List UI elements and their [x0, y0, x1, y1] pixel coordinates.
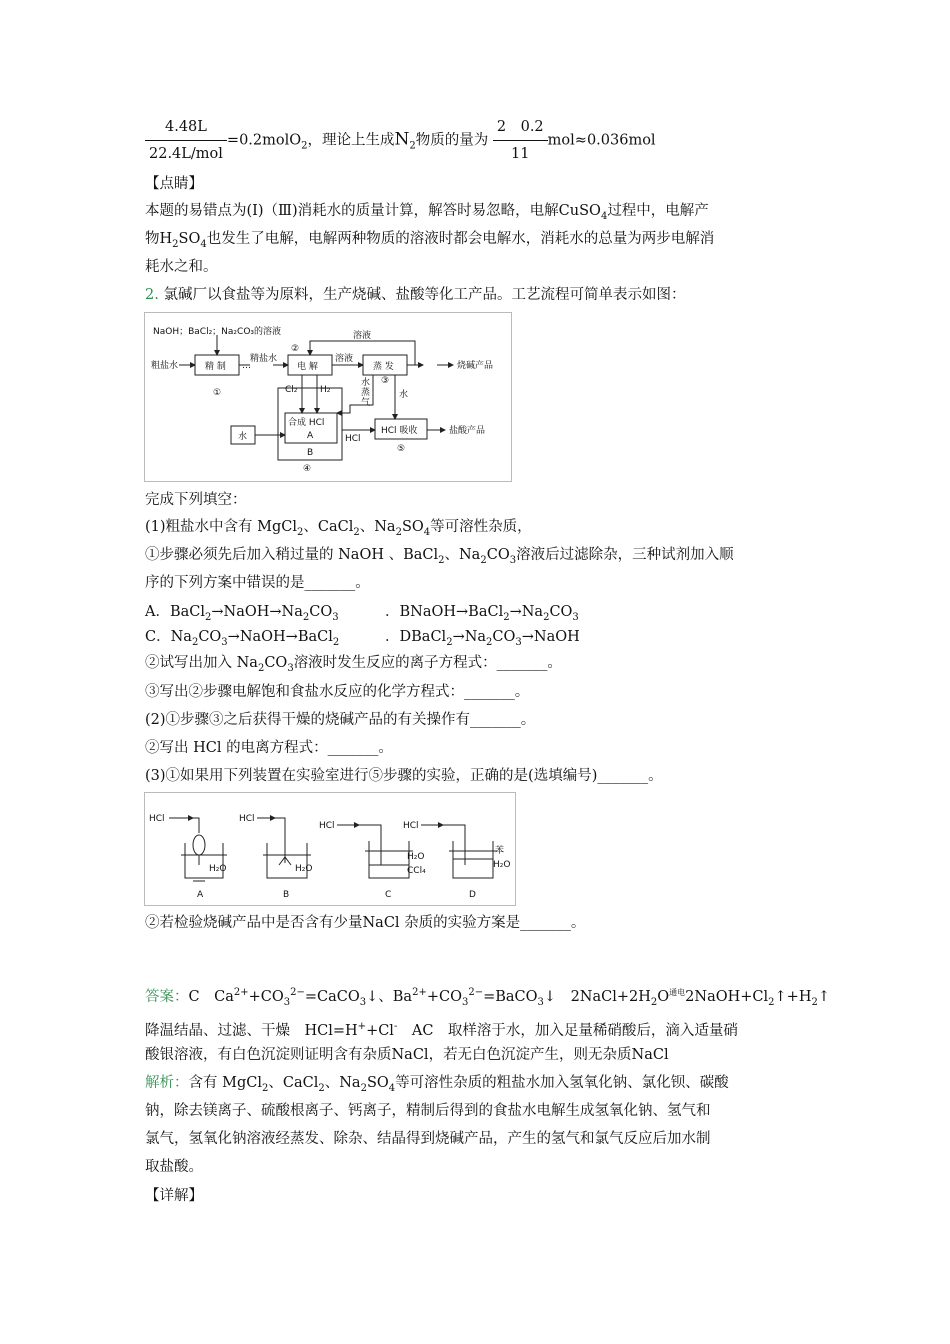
text: Ca [214, 989, 234, 1005]
evaporate-label: 蒸 发 [373, 362, 394, 372]
text: 含有 MgCl [188, 1075, 262, 1091]
text: 溶液后过滤除杂，三种试剂加入顺 [516, 547, 734, 563]
subscript: 2 [768, 997, 775, 1008]
superscript: 2− [468, 987, 484, 998]
text: + [426, 989, 439, 1005]
text: 、Na [324, 1075, 361, 1091]
text: 等可溶性杂质的粗盐水加入氢氧化钠、氯化钡、碳酸 [395, 1075, 729, 1091]
text: 、 [378, 989, 393, 1005]
part-3ii-text: ②若检验烧碱产品中是否含有少量NaCl 杂质的实验方案是_______。 [145, 915, 586, 931]
text: SO [366, 1075, 389, 1091]
flow-svg [145, 313, 511, 481]
subscript: 2 [297, 527, 304, 538]
text: CO [549, 604, 573, 620]
h2o-label-c: H₂O [407, 852, 425, 862]
option-c[interactable] [145, 626, 339, 654]
part-1i-text [145, 544, 734, 572]
subscript: 2 [353, 527, 360, 538]
caustic-product-label: 烧碱产品 [457, 361, 494, 371]
text: ，理论上生成 [307, 132, 395, 149]
hcl-label-d: HCl [403, 821, 419, 831]
mole-calculation-line [145, 116, 656, 165]
subscript: 4 [423, 527, 431, 538]
subscript: 2 [172, 239, 179, 250]
hcl-absorb-label: HCl 吸收 [381, 426, 418, 436]
hcl-label-c: HCl [319, 821, 335, 831]
subscript: 3 [515, 637, 522, 648]
text: CO [309, 604, 333, 620]
text: +H [786, 989, 812, 1005]
subscript: 2 [395, 527, 402, 538]
step-1-label: ① [213, 388, 222, 398]
hcl-label: HCl [345, 434, 361, 444]
fraction-volume [145, 116, 227, 165]
solution-label: 溶液 [335, 354, 354, 364]
part-1ii-text [145, 652, 562, 680]
analysis-line-3: 氯气，氢氧化钠溶液经蒸发、除杂、结晶得到烧碱产品，产生的氢气和氯气反应后加水制 [145, 1131, 711, 1147]
dianjing-heading: 【点睛】 [145, 176, 203, 192]
a-label: A [307, 431, 314, 441]
text: 2NaCl+2H [570, 989, 651, 1005]
apparatus-label-d: D [469, 890, 476, 900]
h2o-label-d: H₂O [493, 860, 511, 870]
subscript: 2 [480, 555, 487, 566]
text: Ba [392, 989, 413, 1005]
subscript: 2 [332, 637, 340, 648]
subscript: 2 [650, 997, 658, 1008]
text: C [188, 989, 200, 1005]
subscript: 3 [572, 612, 579, 623]
option-a[interactable] [145, 601, 339, 629]
apparatus-svg [145, 793, 515, 905]
superscript: 2+ [233, 987, 249, 998]
text: →NaOH [521, 629, 580, 645]
text: ．B [385, 604, 411, 620]
answer-line-3: 酸银溶液，有白色沉淀则证明含有杂质NaCl，若无白色沉淀产生，则无杂质NaCl [145, 1047, 669, 1063]
apparatus-label-a: A [197, 890, 204, 900]
fraction-amount [493, 116, 548, 165]
step-5-label: ⑤ [397, 444, 406, 454]
text: (1)粗盐水中含有 MgCl [145, 519, 298, 535]
text: 等可溶性杂质， [430, 519, 532, 535]
analysis-line-4: 取盐酸。 [145, 1159, 203, 1175]
subscript: 2 [302, 612, 310, 623]
text: SO [178, 231, 201, 247]
text: 、CaCl [268, 1075, 319, 1091]
h2-label: H₂ [320, 385, 331, 395]
text: 降温结晶、过滤、干燥 HCl=H [145, 1023, 358, 1039]
step-4-label: ④ [303, 464, 312, 474]
option-b[interactable] [385, 601, 579, 629]
dianjing-line-2 [145, 228, 714, 256]
question-intro: 氯碱厂以食盐等为原料，生产烧碱、盐酸等化工产品。工艺流程可简单表示如图： [163, 287, 686, 303]
text: +Cl [366, 1023, 394, 1039]
text: BaCl [411, 629, 447, 645]
result-text: mol≈0.036mol [547, 132, 656, 149]
text: ①步骤必须先后加入稍过量的 NaOH 、BaCl [145, 547, 439, 563]
electrolysis-label: 电 解 [297, 362, 318, 372]
text: A．BaCl [145, 604, 206, 620]
text: CO [492, 629, 516, 645]
reaction-condition: 通电 [669, 988, 686, 997]
text: 2NaOH+Cl [685, 989, 769, 1005]
analysis-line-2: 钠，除去镁离子、硫酸根离子、钙离子，精制后得到的食盐水电解生成氢氧化钠、氢气和 [145, 1103, 711, 1119]
part-1iii-text: ③写出②步骤电解饱和食盐水反应的化学方程式：_______。 [145, 684, 530, 700]
superscript: 2+ [412, 987, 427, 998]
step-3-label: ③ [381, 376, 390, 386]
text: →NaOH→Na [211, 604, 303, 620]
water-vapor-label: 蒸 [361, 388, 371, 398]
text: 、Na [444, 547, 481, 563]
recycle-solution-label: 溶液 [353, 331, 372, 341]
reagents-label: NaOH；BaCl₂；Na₂CO₃的溶液 [153, 327, 282, 337]
part-1i-line-2: 序的下列方案中错误的是_______。 [145, 575, 370, 591]
text: ↓ [543, 989, 557, 1005]
text: →NaOH→BaCl [227, 629, 333, 645]
text: →Na [509, 604, 544, 620]
text: 过程中，电解产 [607, 203, 709, 219]
superscript: + [357, 1021, 367, 1032]
part-2i-text: (2)①步骤③之后获得干燥的烧碱产品的有关操作有_______。 [145, 712, 536, 728]
subscript: 2 [191, 637, 199, 648]
water-label: 水 [399, 390, 409, 400]
h2o-label-a: H₂O [209, 864, 227, 874]
h2o-label-b: H₂O [295, 864, 313, 874]
text: CO [439, 989, 462, 1005]
cl2-label: Cl₂ [285, 385, 298, 395]
text: 、Na [359, 519, 396, 535]
part-2ii-text: ②写出 HCl 的电离方程式：_______。 [145, 740, 393, 756]
nitrogen-symbol: N [394, 129, 410, 150]
subscript: 2 [318, 1083, 325, 1094]
superscript: 2− [290, 987, 305, 998]
apparatus-label-b: B [283, 890, 290, 900]
ccl4-label-c: CCl₄ [407, 866, 426, 876]
text: ↑ [774, 989, 787, 1005]
dianjing-line-1 [145, 200, 709, 228]
process-flow-diagram [144, 312, 512, 482]
text: 本题的易错点为(I)（Ⅲ)消耗水的质量计算，解答时易忽略，电解CuSO [145, 203, 601, 219]
b-label: B [307, 448, 314, 458]
subscript: 3 [332, 612, 339, 623]
subscript: 2 [811, 997, 818, 1008]
water-vapor-label: 气 [361, 398, 371, 408]
step-2-label: ② [291, 344, 300, 354]
text: 取样溶于水，加入足量稀硝酸后，滴入适量硝 [447, 1023, 738, 1039]
fraction-denominator: 22.4L/mol [145, 140, 227, 165]
water-label: 水 [238, 432, 248, 442]
subscript: 2 [360, 1083, 367, 1094]
text: 也发生了电解，电解两种物质的溶液时都会电解水，消耗水的总量为两步电解消 [206, 231, 715, 247]
subscript: 3 [537, 997, 544, 1008]
analysis-line-1 [145, 1072, 729, 1100]
option-d[interactable] [385, 626, 580, 654]
dianjing-line-3: 耗水之和。 [145, 259, 218, 275]
subscript: 2 [205, 612, 212, 623]
subscript: 3 [283, 997, 291, 1008]
question-2-intro [145, 284, 685, 306]
part-3i-text: (3)①如果用下列装置在实验室进行⑤步骤的实验，正确的是(选填编号)_______。 [145, 768, 663, 784]
dots-label: … [242, 361, 251, 371]
water-vapor-label: 水 [361, 378, 371, 388]
text: ．D [385, 629, 412, 645]
hcl-label-b: HCl [239, 814, 255, 824]
detail-heading: 【详解】 [145, 1188, 203, 1204]
oxygen-moles: =0.2molO [226, 132, 302, 149]
text: CO [486, 547, 510, 563]
answer-label: 答案： [145, 989, 189, 1005]
text: NaOH→BaCl [410, 604, 504, 620]
text: CO [198, 629, 222, 645]
text: 、CaCl [303, 519, 354, 535]
subscript: 3 [221, 637, 228, 648]
answer-line-1 [145, 982, 830, 1014]
text: AC [411, 1023, 434, 1039]
superscript: - [393, 1021, 398, 1032]
text: SO [401, 519, 424, 535]
text: O [657, 989, 670, 1005]
answer-line-2 [145, 1016, 738, 1042]
fraction-denominator: 11 [493, 140, 548, 165]
subscript: 3 [461, 997, 469, 1008]
question-number: 2. [145, 287, 159, 303]
subscript: 2 [409, 140, 416, 152]
subscript: 4 [600, 211, 608, 222]
acid-product-label: 盐酸产品 [449, 426, 486, 436]
benzene-label-d: 苯 [495, 846, 505, 856]
refine-label: 精 制 [205, 362, 226, 372]
instruction-text: 完成下列填空： [145, 492, 247, 508]
subscript: 2 [446, 637, 453, 648]
hcl-label-a: HCl [149, 814, 165, 824]
text: 物质的量为 [415, 132, 489, 149]
text: C．Na [145, 629, 192, 645]
apparatus-diagram [144, 792, 516, 906]
subscript: 3 [359, 997, 367, 1008]
text: + [248, 989, 261, 1005]
refined-brine-label: 精盐水 [250, 354, 278, 364]
fraction-numerator: 2 0.2 [496, 119, 544, 135]
text: ↓ [366, 989, 379, 1005]
subscript: 3 [509, 555, 517, 566]
subscript: 2 [543, 612, 550, 623]
fraction-numerator: 4.48L [165, 119, 207, 135]
text: CO [264, 655, 288, 671]
subscript: 2 [486, 637, 493, 648]
text: ②试写出加入 Na [145, 655, 258, 671]
analysis-label: 解析： [145, 1075, 189, 1091]
text: 物H [145, 231, 173, 247]
subscript: 2 [301, 140, 308, 152]
apparatus-label-c: C [385, 890, 392, 900]
synthesis-hcl-label: 合成 HCl [288, 418, 325, 428]
subscript: 4 [388, 1083, 396, 1094]
subscript: 2 [438, 555, 445, 566]
crude-brine-label: 粗盐水 [151, 361, 179, 371]
subscript: 4 [200, 239, 207, 250]
text: 溶液时发生反应的离子方程式：_______。 [293, 655, 562, 671]
text: =CaCO [304, 989, 360, 1005]
subscript: 2 [257, 663, 265, 674]
subscript: 2 [261, 1083, 269, 1094]
text: →Na [452, 629, 487, 645]
text: CO [260, 989, 284, 1005]
text: ↑ [817, 989, 830, 1005]
subscript: 2 [503, 612, 510, 623]
part-1-text [145, 516, 532, 544]
text: =BaCO [483, 989, 538, 1005]
subscript: 3 [287, 663, 294, 674]
